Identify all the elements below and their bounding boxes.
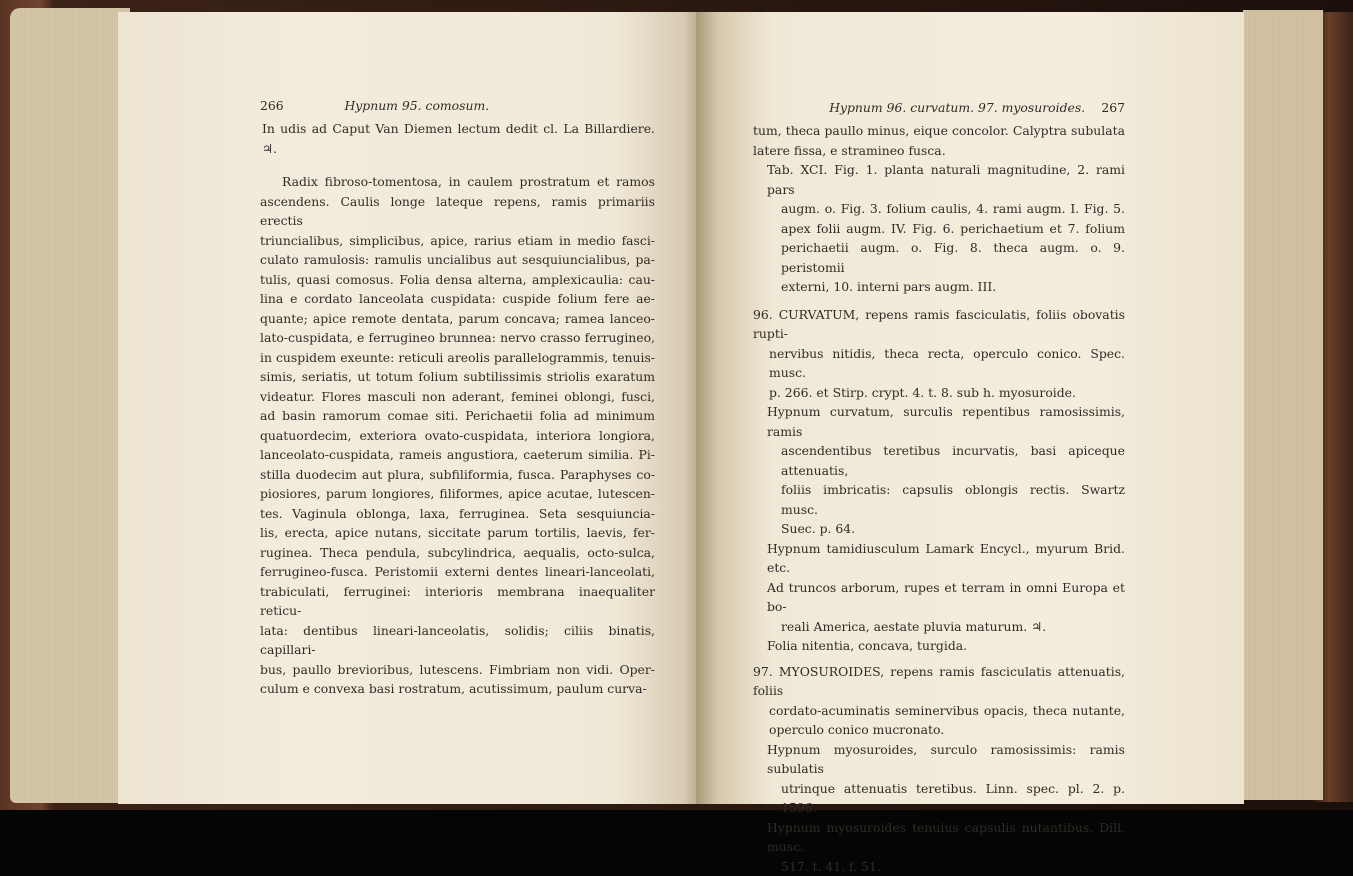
left-page-header — [260, 96, 655, 119]
text-line: utrinque attenuatis teretibus. Linn. spec. pl. 2. p. 1596. — [753, 779, 1125, 818]
left-running-head: Hypnum 95. comosum. — [344, 96, 489, 119]
species-96-habitat — [753, 578, 1125, 637]
text-line: ad basin ramorum comae siti. Perichaetii folia ad minimum — [260, 406, 655, 426]
text-line: lata: dentibus lineari-lanceolatis, solidis; ciliis binatis, capillari- — [260, 621, 655, 660]
left-page-number: 266 — [260, 96, 284, 119]
left-page-edges — [10, 8, 130, 803]
species-97-diagnosis — [753, 662, 1125, 740]
text-line: ruginea. Theca pendula, subcylindrica, aequalis, octo-sulca, — [260, 543, 655, 563]
text-line: Radix fibroso-tomentosa, in caulem prostratum et ramos — [260, 172, 655, 192]
text-line: piosiores, parum longiores, filiformes, apice acutae, lutescen- — [260, 484, 655, 504]
text-line: latere fissa, e stramineo fusca. — [753, 141, 1125, 161]
text-line: simis, seriatis, ut totum folium subtilissimis striolis exaratum — [260, 367, 655, 387]
text-line: ferrugineo-fusca. Peristomii externi dentes lineari-lanceolati, — [260, 562, 655, 582]
text-line: 97. MYOSUROIDES, repens ramis fasciculatis attenuatis, foliis — [753, 662, 1125, 701]
right-running-head: Hypnum 96. curvatum. 97. myosuroides. — [829, 98, 1085, 121]
text-line: ascendentibus teretibus incurvatis, basi apiceque attenuatis, — [753, 441, 1125, 480]
text-line: perichaetii augm. o. Fig. 8. theca augm. o. 9. peristomii — [767, 238, 1125, 277]
right-page-header — [753, 98, 1125, 121]
species-96-diagnosis — [753, 305, 1125, 403]
text-line: Hypnum curvatum, surculis repentibus ramosissimis, ramis — [753, 402, 1125, 441]
right-page-text — [753, 98, 1125, 876]
text-line: tes. Vaginula oblonga, laxa, ferruginea. Seta sesquiuncia- — [260, 504, 655, 524]
species-97-synonym-2 — [753, 818, 1125, 876]
text-line: quatuordecim, exteriora ovato-cuspidata, interiora longiora, — [260, 426, 655, 446]
text-line: in cuspidem exeunte: reticuli areolis parallelogrammis, tenuis- — [260, 348, 655, 368]
text-line: lis, erecta, apice nutans, siccitate parum tortilis, laevis, fer- — [260, 523, 655, 543]
text-line: ascendens. Caulis longe lateque repens, ramis primariis erectis — [260, 192, 655, 231]
text-line: videatur. Flores masculi non aderant, feminei oblongi, fusci, — [260, 387, 655, 407]
text-line: 517. t. 41. f. 51. — [753, 857, 1125, 876]
right-page-number: 267 — [1101, 98, 1125, 121]
species-96-note: Folia nitentia, concava, turgida. — [753, 636, 1125, 656]
text-line: operculo conico mucronato. — [753, 720, 1125, 740]
description-lines — [260, 172, 655, 699]
text-line: apex folii augm. IV. Fig. 6. perichaetium et 7. folium — [767, 219, 1125, 239]
right-page-edges — [1243, 10, 1323, 800]
left-page-text — [260, 96, 655, 699]
text-line: lato-cuspidata, e ferrugineo brunnea: nervo crasso ferrugineo, — [260, 328, 655, 348]
text-line: cordato-acuminatis seminervibus opacis, theca nutante, — [753, 701, 1125, 721]
species-97-synonym — [753, 740, 1125, 818]
text-line: tulis, quasi comosus. Folia densa alterna, amplexicaulia: cau- — [260, 270, 655, 290]
text-line: Ad truncos arborum, rupes et terram in omni Europa et bo- — [753, 578, 1125, 617]
text-line: augm. o. Fig. 3. folium caulis, 4. rami augm. I. Fig. 5. — [767, 199, 1125, 219]
text-line: Suec. p. 64. — [753, 519, 1125, 539]
text-line: tum, theca paullo minus, eique concolor. Calyptra subulata — [753, 121, 1125, 141]
species-96-synonym — [753, 402, 1125, 539]
text-line: lina e cordato lanceolata cuspidata: cuspide folium fere ae- — [260, 289, 655, 309]
text-line: stilla duodecim aut plura, subfiliformia, fusca. Paraphyses co- — [260, 465, 655, 485]
continuation-paragraph — [753, 121, 1125, 160]
text-line: trabiculati, ferruginei: interioris membrana inaequaliter reticu- — [260, 582, 655, 621]
habitat-note: In udis ad Caput Van Diemen lectum dedit cl. La Billardiere. ♃. — [260, 119, 655, 158]
text-line: foliis imbricatis: capsulis oblongis rectis. Swartz musc. — [753, 480, 1125, 519]
text-line: triuncialibus, simplicibus, apice, rarius etiam in medio fasci- — [260, 231, 655, 251]
text-line: reali America, aestate pluvia maturum. ♃. — [753, 617, 1125, 637]
text-line: culato ramulosis: ramulis uncialibus aut sesquiuncialibus, pa- — [260, 250, 655, 270]
text-line: 96. CURVATUM, repens ramis fasciculatis, foliis obovatis rupti- — [753, 305, 1125, 344]
text-line: Tab. XCI. Fig. 1. planta naturali magnitudine, 2. rami pars — [767, 160, 1125, 199]
text-line: lanceolato-cuspidata, rameis angustiora, caeterum similia. Pi- — [260, 445, 655, 465]
text-line: Hypnum myosuroides tenuius capsulis nutantibus. Dill. musc. — [753, 818, 1125, 857]
text-line: Hypnum myosuroides, surculo ramosissimis: ramis subulatis — [753, 740, 1125, 779]
text-line: externi, 10. interni pars augm. III. — [767, 277, 1125, 297]
text-line: p. 266. et Stirp. crypt. 4. t. 8. sub h. myosuroide. — [753, 383, 1125, 403]
text-line: bus, paullo brevioribus, lutescens. Fimbriam non vidi. Oper- — [260, 660, 655, 680]
species-96-synonym-2: Hypnum tamidiusculum Lamark Encycl., myurum Brid. etc. — [753, 539, 1125, 578]
text-line: quante; apice remote dentata, parum concava; ramea lanceo- — [260, 309, 655, 329]
text-line: culum e convexa basi rostratum, acutissimum, paulum curva- — [260, 679, 655, 699]
text-line: nervibus nitidis, theca recta, operculo conico. Spec. musc. — [753, 344, 1125, 383]
plate-explanation — [753, 160, 1125, 297]
